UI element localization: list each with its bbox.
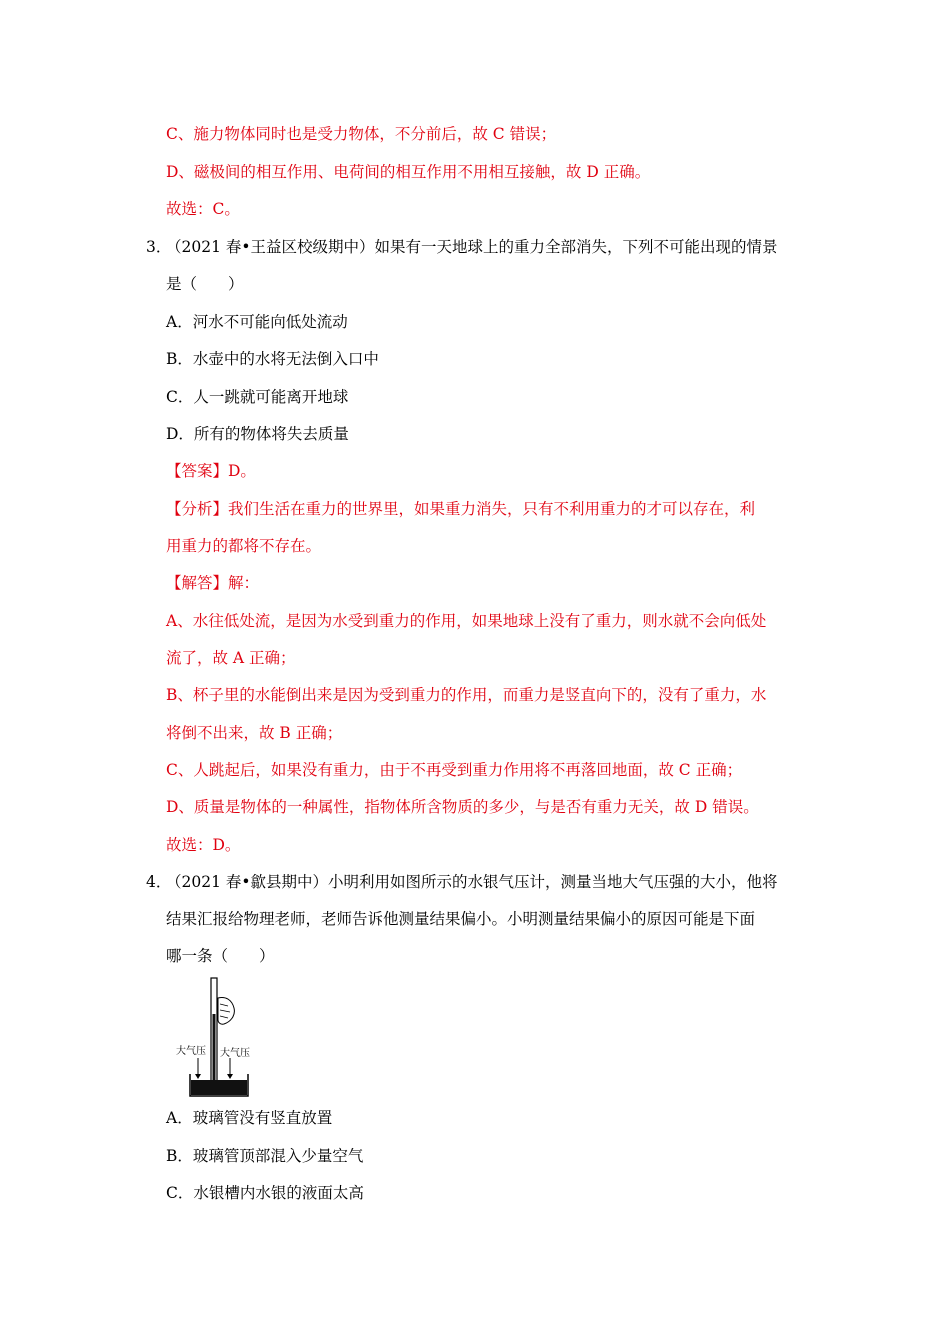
q3-analysis-line2: 用重力的都将不存在。	[166, 537, 322, 555]
q3-solution-c: C、人跳起后，如果没有重力，由于不再受到重力作用将不再落回地面，故 C 正确；	[166, 761, 743, 779]
mercury-column	[213, 1014, 216, 1090]
q4-stem-line2: 结果汇报给物理老师，老师告诉他测量结果偏小。小明测量结果偏小的原因可能是下面	[166, 910, 756, 928]
q3-solution-b-line2: 将倒不出来，故 B 正确；	[166, 724, 343, 742]
q4-stem-line3: 哪一条（ ）	[166, 947, 275, 965]
figure-label-right: 大气压	[220, 1048, 250, 1059]
q4-option-a: A．玻璃管没有竖直放置	[166, 1109, 333, 1127]
q3-solution-d: D、质量是物体的一种属性，指物体所含物质的多少，与是否有重力无关，故 D 错误。	[166, 798, 759, 816]
q3-answer: 【答案】D。	[166, 462, 256, 480]
q3-option-d: D．所有的物体将失去质量	[166, 425, 349, 443]
q3-solution-a-line1: A、水往低处流，是因为水受到重力的作用，如果地球上没有了重力，则水就不会向低处	[166, 612, 767, 630]
q3-solution-head: 【解答】解：	[166, 574, 260, 592]
q4-option-c: C．水银槽内水银的液面太高	[166, 1184, 364, 1202]
barometer-illustration	[170, 970, 260, 1100]
q3-option-b: B．水壶中的水将无法倒入口中	[166, 350, 379, 368]
q2-solution-c: C、施力物体同时也是受力物体，不分前后，故 C 错误；	[166, 125, 557, 143]
q3-solution-a-line2: 流了，故 A 正确；	[166, 649, 296, 667]
q3-stem-line1: （2021 春•王益区校级期中）如果有一天地球上的重力全部消失，下列不可能出现的情景	[166, 238, 778, 256]
figure-label-left: 大气压	[176, 1046, 206, 1057]
q3-choice: 故选：D。	[166, 836, 241, 854]
q3-number: 3．	[146, 238, 172, 256]
barometer-figure	[170, 970, 260, 1100]
q4-stem-line1: （2021 春•歙县期中）小明利用如图所示的水银气压计，测量当地大气压强的大小，他将	[166, 873, 778, 891]
q3-option-c: C．人一跳就可能离开地球	[166, 388, 349, 406]
q2-solution-d: D、磁极间的相互作用、电荷间的相互作用不用相互接触，故 D 正确。	[166, 163, 651, 181]
q2-choice: 故选：C。	[166, 200, 240, 218]
q3-solution-b-line1: B、杯子里的水能倒出来是因为受到重力的作用，而重力是竖直向下的，没有了重力，水	[166, 686, 767, 704]
q3-option-a: A．河水不可能向低处流动	[166, 313, 348, 331]
mercury-pool	[191, 1080, 247, 1095]
q4-number: 4．	[146, 873, 172, 891]
q4-option-b: B．玻璃管顶部混入少量空气	[166, 1147, 364, 1165]
q3-analysis-line1: 【分析】我们生活在重力的世界里，如果重力消失，只有不利用重力的才可以存在，利	[166, 500, 756, 518]
q3-stem-line2: 是（ ）	[166, 275, 244, 293]
